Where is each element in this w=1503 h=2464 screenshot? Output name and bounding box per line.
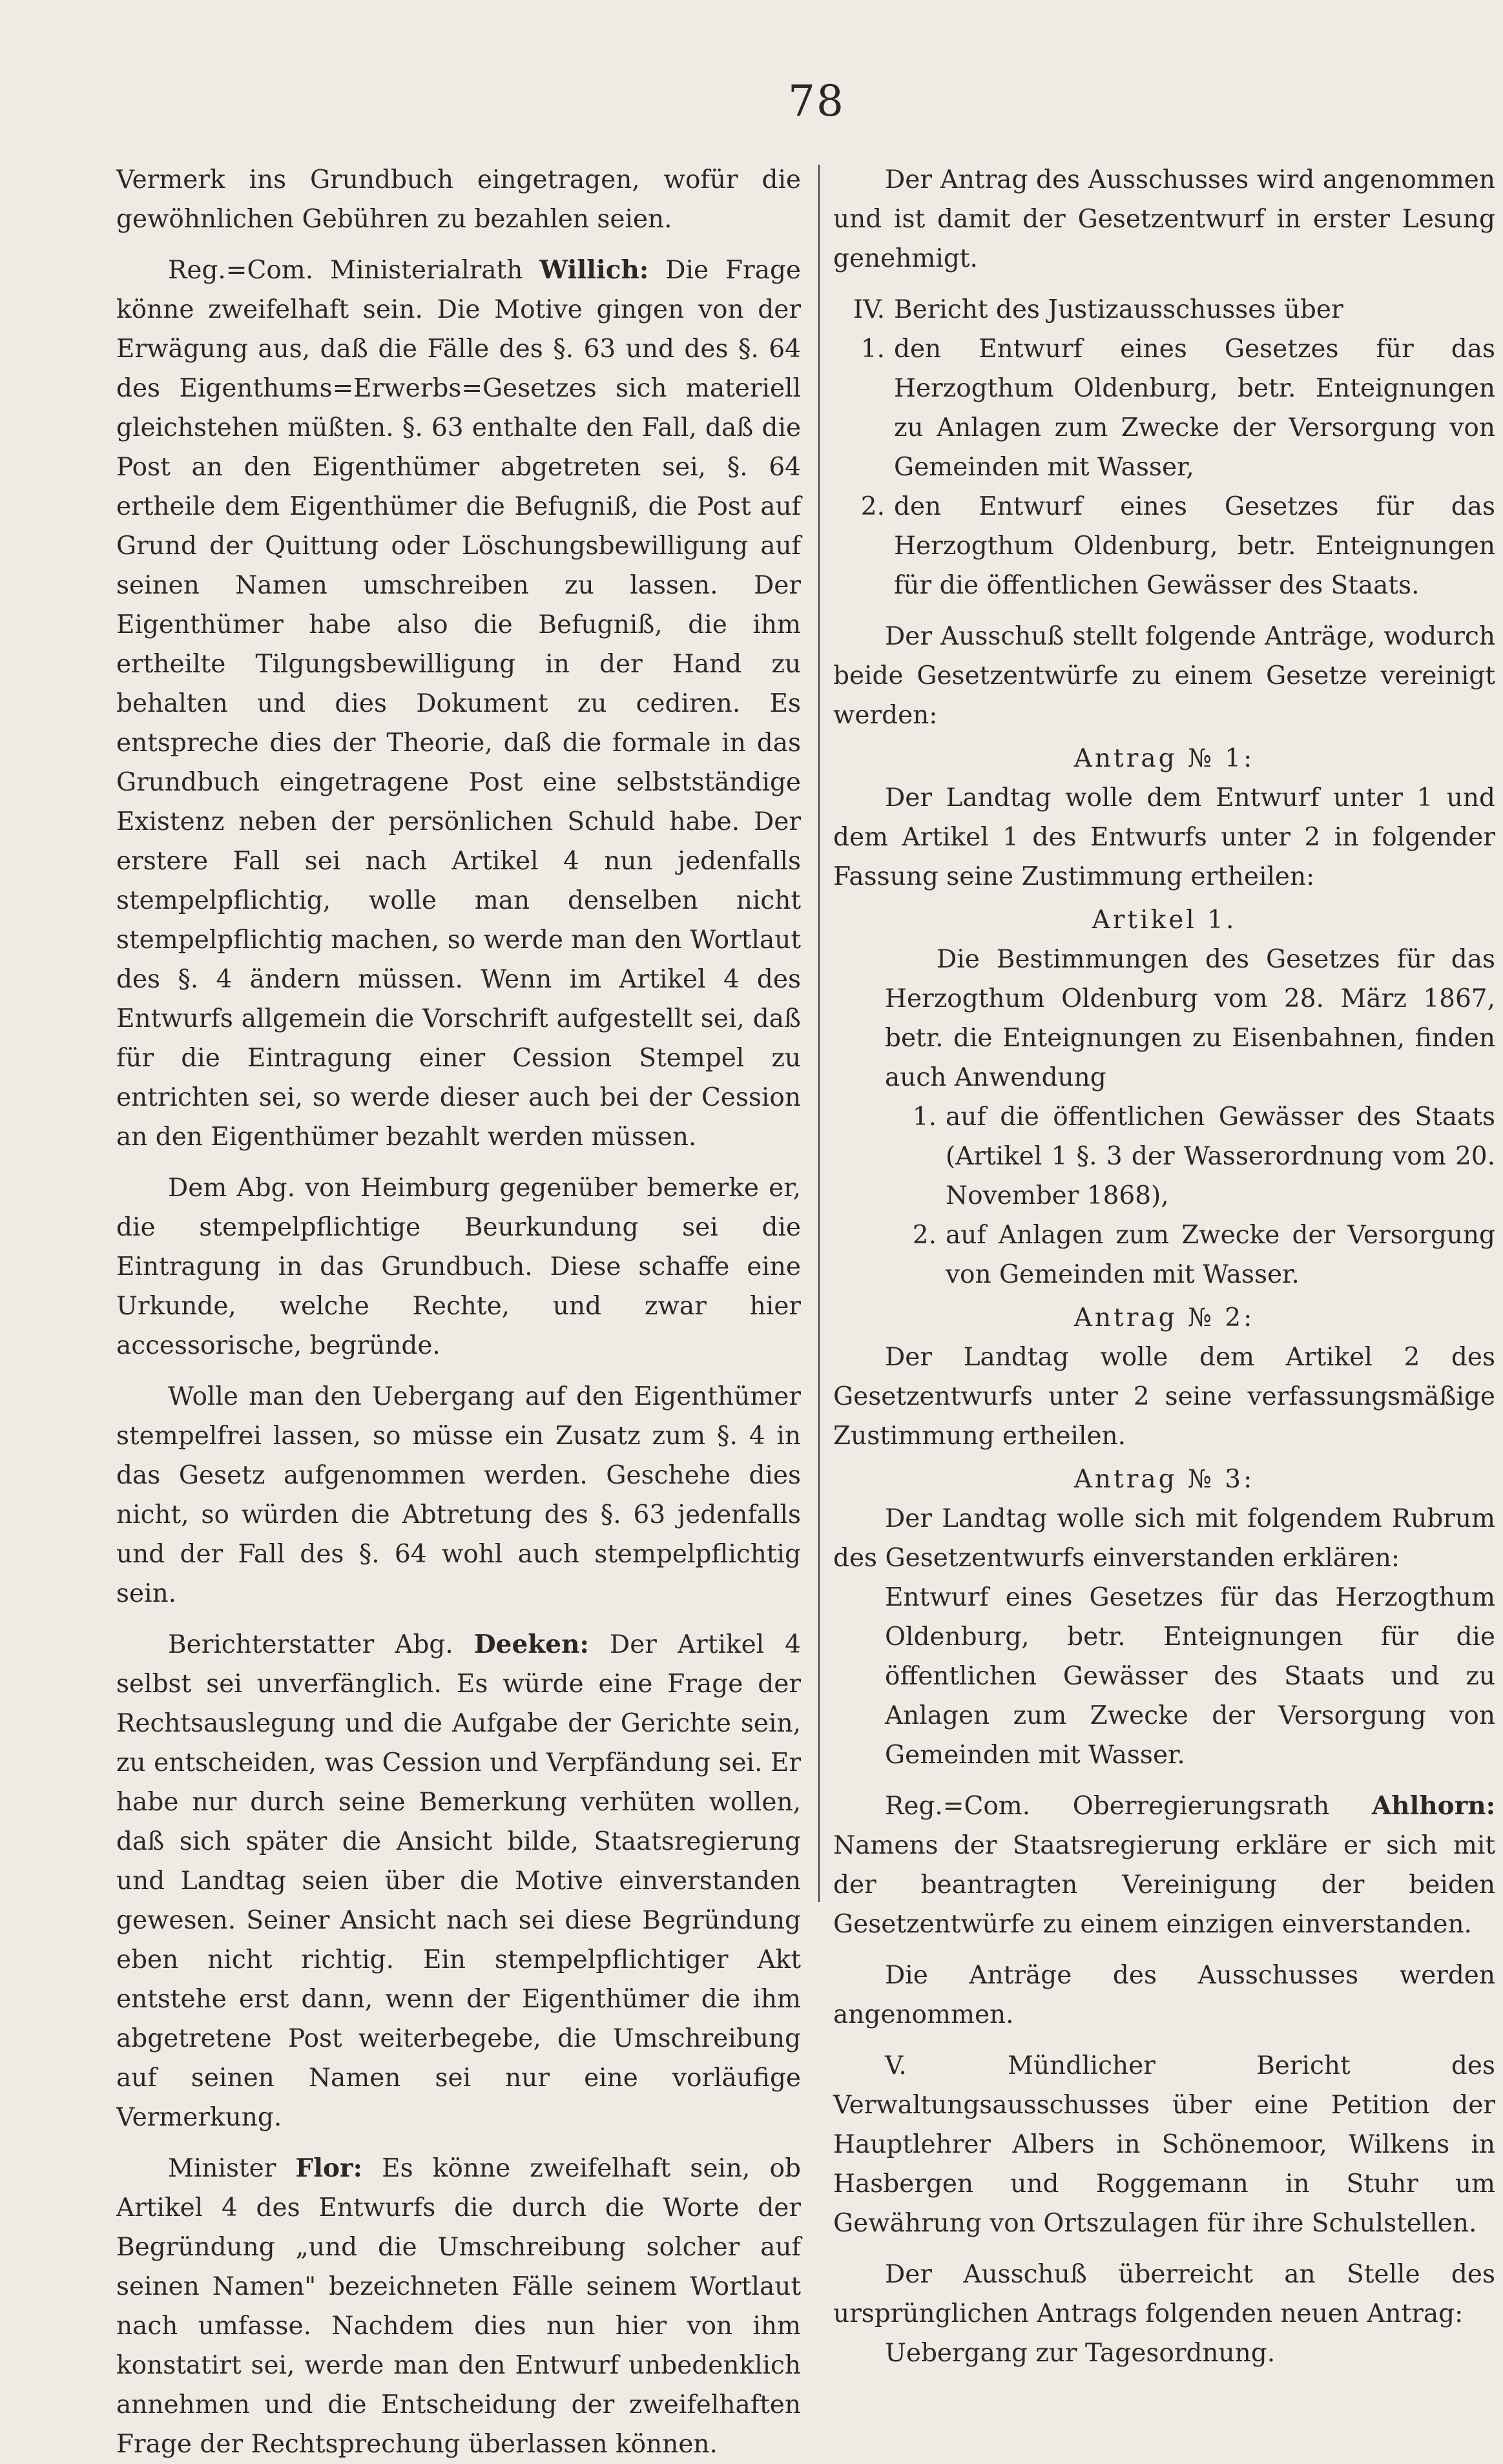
speaker-role: Reg.=Com. Ministerialrath bbox=[168, 256, 540, 285]
antrag-heading: Antrag № 1: bbox=[1073, 744, 1255, 773]
list-item bbox=[833, 487, 1495, 605]
left-column bbox=[116, 160, 801, 2464]
list-text: auf die öffentlichen Gewässer des Staats (Artikel 1 §. 3 der Wasserordnung vom 20. November 1868), bbox=[946, 1103, 1495, 1210]
right-column bbox=[833, 160, 1495, 2373]
column-divider bbox=[818, 165, 820, 1902]
section-v: V. Mündlicher Bericht des Verwaltungsausschusses über eine Petition der Hauptlehrer Albers in Schönemoor, Wilkens in Hasbergen und Roggemann in Stuhr um Gewährung von Ortszulagen für ihre Schulstellen. bbox=[833, 2051, 1495, 2238]
speech-text: Der Artikel 4 selbst sei unverfänglich. Es würde eine Frage der Rechtsauslegung und die Aufgabe der Gerichte sein, zu entscheiden, was Cession und Verpfändung sei. Er habe nur durch seine Bemerkung verhüten wollen, daß sich später die Ansicht bilde, Staatsregierung und Landtag seien über die Motive einverstanden gewesen. Seiner Ansicht nach sei diese Begründung eben nicht richtig. Ein stempelpflichtiger Akt entstehe erst dann, wenn der Eigenthümer die ihm abgetretene Post weiterbegebe, die Umschreibung auf seinen Namen sei nur eine vorläufige Vermerkung. bbox=[116, 1630, 801, 2132]
section-number: IV. bbox=[853, 295, 885, 324]
list-number: 1. bbox=[860, 335, 885, 364]
speaker-role: Berichterstatter Abg. bbox=[168, 1630, 474, 1659]
list-number: 2. bbox=[860, 492, 885, 521]
paragraph bbox=[833, 1786, 1495, 1944]
antrag-heading: Antrag № 2: bbox=[1073, 1303, 1255, 1332]
antrag-heading: Antrag № 3: bbox=[1073, 1465, 1255, 1494]
paragraph: Die Anträge des Ausschusses werden angenommen. bbox=[833, 1961, 1495, 2029]
paragraph: Die Bestimmungen des Gesetzes für das Herzogthum Oldenburg vom 28. März 1867, betr. die Enteignungen zu Eisenbahnen, finden auch Anwendung bbox=[885, 945, 1495, 1092]
paragraph bbox=[116, 251, 801, 1157]
section-heading-iv bbox=[833, 290, 1495, 329]
rubrum-text: Entwurf eines Gesetzes für das Herzogthum Oldenburg, betr. Enteignungen für die öffentlichen Gewässer des Staats und zu Anlagen zum Zwecke der Versorgung von Gemeinden mit Wasser. bbox=[885, 1583, 1495, 1770]
artikel-heading: Artikel 1. bbox=[1092, 906, 1237, 935]
speech-text: Die Frage könne zweifelhaft sein. Die Motive gingen von der Erwägung aus, daß die Fälle des §. 63 und des §. 64 des Eigenthums=Erwerbs=Gesetzes sich materiell gleichstehen müßten. §. 63 enthalte den Fall, daß die Post an den Eigenthümer abgetreten sei, §. 64 ertheile dem Eigenthümer die Befugniß, die Post auf Grund der Quittung oder Löschungsbewilligung auf seinen Namen umschreiben zu lassen. Der Eigenthümer habe also die Befugniß, die ihm ertheilte Tilgungsbewilligung in der Hand zu behalten und dies Dokument zu cediren. Es entspreche dies der Theorie, daß die formale in das Grundbuch eingetragene Post eine selbstständige Existenz neben der persönlichen Schuld habe. Der erstere Fall sei nach Artikel 4 nun jedenfalls stempelpflichtig, wolle man denselben nicht stempelpflichtig machen, so werde man den Wortlaut des §. 4 ändern müssen. Wenn im Artikel 4 des Entwurfs allgemein die Vorschrift aufgestellt sei, daß für die Eintragung einer Cession Stempel zu entrichten sei, so werde dieser auch bei der Cession an den Eigenthümer bezahlt werden müssen. bbox=[116, 256, 801, 1152]
page-number: 78 bbox=[788, 76, 845, 126]
speech-text: Es könne zweifelhaft sein, ob Artikel 4 des Entwurfs die durch die Worte der Begründung „und die Umschreibung solcher auf seinen Namen" bezeichneten Fälle seinem Wortlaut nach umfasse. Nachdem dies nun hier von ihm konstatirt sei, werde man den Entwurf unbedenklich annehmen und die Entscheidung der zweifelhaften Frage der Rechtsprechung überlassen können. bbox=[116, 2154, 801, 2459]
speaker-name: Deeken: bbox=[473, 1630, 589, 1659]
speech-text: Namens der Staatsregierung erkläre er sich mit der beantragten Vereinigung der beiden Gesetzentwürfe zu einem einzigen einverstanden. bbox=[833, 1831, 1495, 1939]
paragraph: Vermerk ins Grundbuch eingetragen, wofür die gewöhnlichen Gebühren zu bezahlen seien. bbox=[116, 165, 801, 234]
paragraph: Der Landtag wolle dem Artikel 2 des Gesetzentwurfs unter 2 seine verfassungsmäßige Zustimmung ertheilen. bbox=[833, 1343, 1495, 1451]
section-title: Bericht des Justizausschusses über bbox=[894, 295, 1343, 324]
speaker-role: Reg.=Com. Oberregierungsrath bbox=[885, 1792, 1372, 1821]
paragraph: Der Landtag wolle dem Entwurf unter 1 und dem Artikel 1 des Entwurfs unter 2 in folgender Fassung seine Zustimmung ertheilen: bbox=[833, 783, 1495, 891]
speaker-name: Willich: bbox=[539, 255, 649, 285]
speaker-name: Ahlhorn: bbox=[1371, 1791, 1495, 1821]
paragraph: Wolle man den Uebergang auf den Eigenthümer stempelfrei lassen, so müsse ein Zusatz zum §. 4 in das Gesetz aufgenommen werden. Geschehe dies nicht, so würden die Abtretung des §. 63 jedenfalls und der Fall des §. 64 wohl auch stempelpflichtig sein. bbox=[116, 1382, 801, 1608]
paragraph: Dem Abg. von Heimburg gegenüber bemerke er, die stempelpflichtige Beurkundung sei die Eintragung in das Grundbuch. Diese schaffe eine Urkunde, welche Rechte, und zwar hier accessorische, begründe. bbox=[116, 1174, 801, 1360]
list-item bbox=[885, 1216, 1495, 1294]
paragraph bbox=[116, 2149, 801, 2464]
paragraph: Der Landtag wolle sich mit folgendem Rubrum des Gesetzentwurfs einverstanden erklären: bbox=[833, 1504, 1495, 1573]
list-number: 2. bbox=[912, 1221, 937, 1250]
list-item bbox=[833, 329, 1495, 487]
paragraph bbox=[116, 1625, 801, 2137]
list-number: 1. bbox=[912, 1103, 937, 1132]
paragraph: Der Ausschuß stellt folgende Anträge, wodurch beide Gesetzentwürfe zu einem Gesetze vereinigt werden: bbox=[833, 622, 1495, 730]
paragraph: Der Ausschuß überreicht an Stelle des ursprünglichen Antrags folgenden neuen Antrag: bbox=[833, 2260, 1495, 2328]
list-item bbox=[885, 1097, 1495, 1216]
list-text: den Entwurf eines Gesetzes für das Herzogthum Oldenburg, betr. Enteignungen für die öffentlichen Gewässer des Staats. bbox=[894, 492, 1495, 600]
list-text: den Entwurf eines Gesetzes für das Herzogthum Oldenburg, betr. Enteignungen zu Anlagen zum Zwecke der Versorgung von Gemeinden mit Wasser, bbox=[894, 335, 1495, 482]
speaker-name: Flor: bbox=[295, 2153, 362, 2183]
speaker-role: Minister bbox=[168, 2154, 296, 2183]
final-motion: Uebergang zur Tagesordnung. bbox=[885, 2339, 1276, 2368]
list-text: auf Anlagen zum Zwecke der Versorgung von Gemeinden mit Wasser. bbox=[946, 1221, 1495, 1289]
paragraph: Der Antrag des Ausschusses wird angenommen und ist damit der Gesetzentwurf in erster Lesung genehmigt. bbox=[833, 165, 1495, 273]
